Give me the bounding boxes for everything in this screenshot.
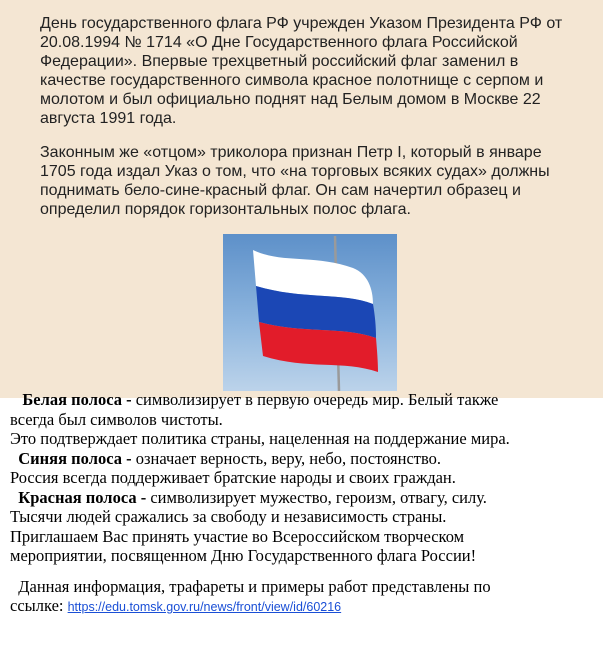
flag-illustration: [223, 234, 397, 391]
info-prefix: ссылке:: [10, 596, 68, 615]
info-link[interactable]: https://edu.tomsk.gov.ru/news/front/view/id/60216: [67, 600, 342, 614]
blue-stripe-label: Синяя полоса -: [18, 448, 132, 468]
red-stripe-text-1: символизирует мужество, героизм, отвагу, силу.: [146, 487, 487, 507]
intro-paragraph-1: День государственного флага РФ учрежден Указом Президента РФ от 20.08.1994 № 1714 «О Дне Государственного флага Российской Федерации». Впервые трехцветный российский флаг заменил в качестве государственного символа красное полотнище с серпом и молотом и был официально поднят над Белым домом в Москве 22 августа 1991 года.: [40, 15, 563, 127]
red-stripe-line-1: [10, 488, 595, 508]
red-stripe-label: Красная полоса -: [18, 487, 147, 507]
russian-flag-photo: [223, 234, 397, 391]
white-stripe-text-1: символизирует в первую очередь мир. Белый также: [131, 390, 499, 409]
blue-stripe-text-1: означает верность, веру, небо, постоянство.: [131, 448, 442, 468]
blue-stripe-line-2: Россия всегда поддерживает братские народы и своих граждан.: [10, 468, 456, 487]
white-stripe-label: Белая полоса -: [22, 390, 132, 409]
info-line-1: Данная информация, трафареты и примеры работ представлены по: [10, 576, 491, 596]
white-stripe-line-1: [10, 390, 595, 410]
white-stripe-line-3: Это подтверждает политика страны, нацеленная на поддержание мира.: [10, 429, 510, 448]
blue-stripe-line-1: [10, 449, 595, 469]
white-stripe-line-2: всегда был символов чистоты.: [10, 409, 223, 429]
info-line-2: [10, 596, 595, 618]
intro-paragraph-2: Законным же «отцом» триколора признан Петр I, который в январе 1705 года издал Указ о том, что «на торговых всяких судах» должны поднимать бело-сине-красный флаг. Он сам начертил образец и определил порядок горизонтальных полос флага.: [40, 144, 550, 218]
invitation-line-2: мероприятии, посвященном Дню Государственного флага России!: [10, 546, 477, 565]
red-stripe-line-2: Тысячи людей сражались за свободу и независимость страны.: [10, 507, 447, 526]
invitation-line-1: Приглашаем Вас принять участие во Всероссийском творческом: [10, 526, 465, 546]
stripes-meaning-text: [10, 390, 595, 618]
